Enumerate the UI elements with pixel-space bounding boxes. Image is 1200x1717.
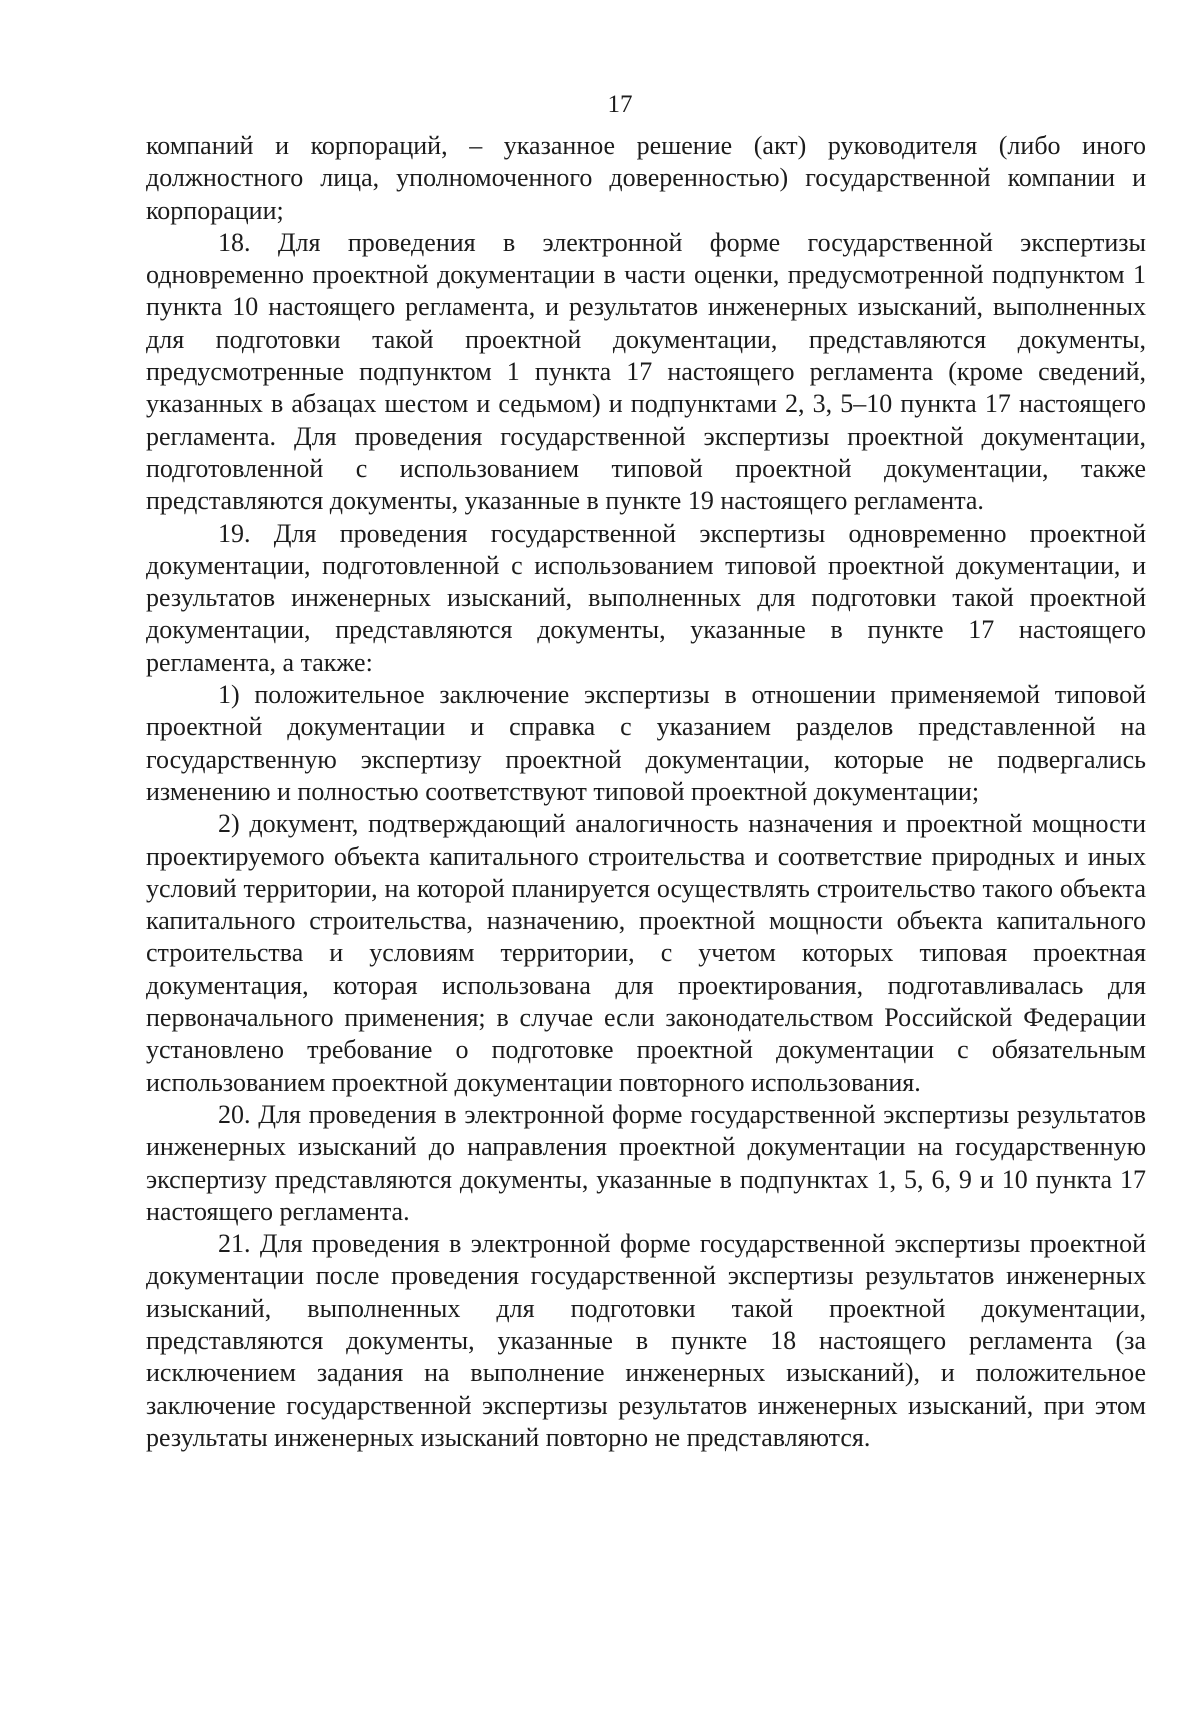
paragraph-20: 20. Для проведения в электронной форме государственной экспертизы результатов инженерных изысканий до направления проектной документации на государственную экспертизу представляются документы, указанные в подпунктах 1, 5, 6, 9 и 10 пункта 17 настоящего регламента. <box>146 1099 1146 1226</box>
paragraph-19-subitem-2: 2) документ, подтверждающий аналогичность назначения и проектной мощности проектируемого объекта капитального строительства и соответствие природных и иных условий территории, на которой планируется осуществлять строительство такого объекта капитального строительства, назначению, проектной мощности объекта капитального строительства и условиям территории, с учетом которых типовая проектная документация, которая использована для проектирования, подготавливалась для первоначального применения; в случае если законодательством Российской Федерации установлено требование о подготовке проектной документации с обязательным использованием проектной документации повторного использования. <box>146 809 1146 1097</box>
paragraph-19-subitem-1: 1) положительное заключение экспертизы в отношении применяемой типовой проектной документации и справка с указанием разделов представленной на государственную экспертизу проектной документации, которые не подвергались изменению и полностью соответствуют типовой проектной документации; <box>146 680 1146 806</box>
paragraph-21: 21. Для проведения в электронной форме государственной экспертизы проектной документации после проведения государственной экспертизы результатов инженерных изысканий, выполненных для подготовки такой проектной документации, представляются документы, указанные в пункте 18 настоящего регламента (за исключением задания на выполнение инженерных изысканий), и положительное заключение государственной экспертизы результатов инженерных изысканий, при этом результаты инженерных изысканий повторно не представляются. <box>146 1229 1146 1452</box>
document-body <box>146 130 1146 1454</box>
paragraph-continuation: компаний и корпораций, – указанное решение (акт) руководителя (либо иного должностного лица, уполномоченного доверенностью) государственной компании и корпорации; <box>146 131 1146 225</box>
paragraph-18: 18. Для проведения в электронной форме государственной экспертизы одновременно проектной документации в части оценки, предусмотренной подпунктом 1 пункта 10 настоящего регламента, и результатов инженерных изысканий, выполненных для подготовки такой проектной документации, представляются документы, предусмотренные подпунктом 1 пункта 17 настоящего регламента (кроме сведений, указанных в абзацах шестом и седьмом) и подпунктами 2, 3, 5–10 пункта 17 настоящего регламента. Для проведения государственной экспертизы проектной документации, подготовленной с использованием типовой проектной документации, также представляются документы, указанные в пункте 19 настоящего регламента. <box>146 227 1146 516</box>
paragraph-19: 19. Для проведения государственной экспертизы одновременно проектной документации, подготовленной с использованием типовой проектной документации, и результатов инженерных изысканий, выполненных для подготовки такой проектной документации, представляются документы, указанные в пункте 17 настоящего регламента, а также: <box>146 518 1146 677</box>
page-number: 17 <box>607 91 633 118</box>
